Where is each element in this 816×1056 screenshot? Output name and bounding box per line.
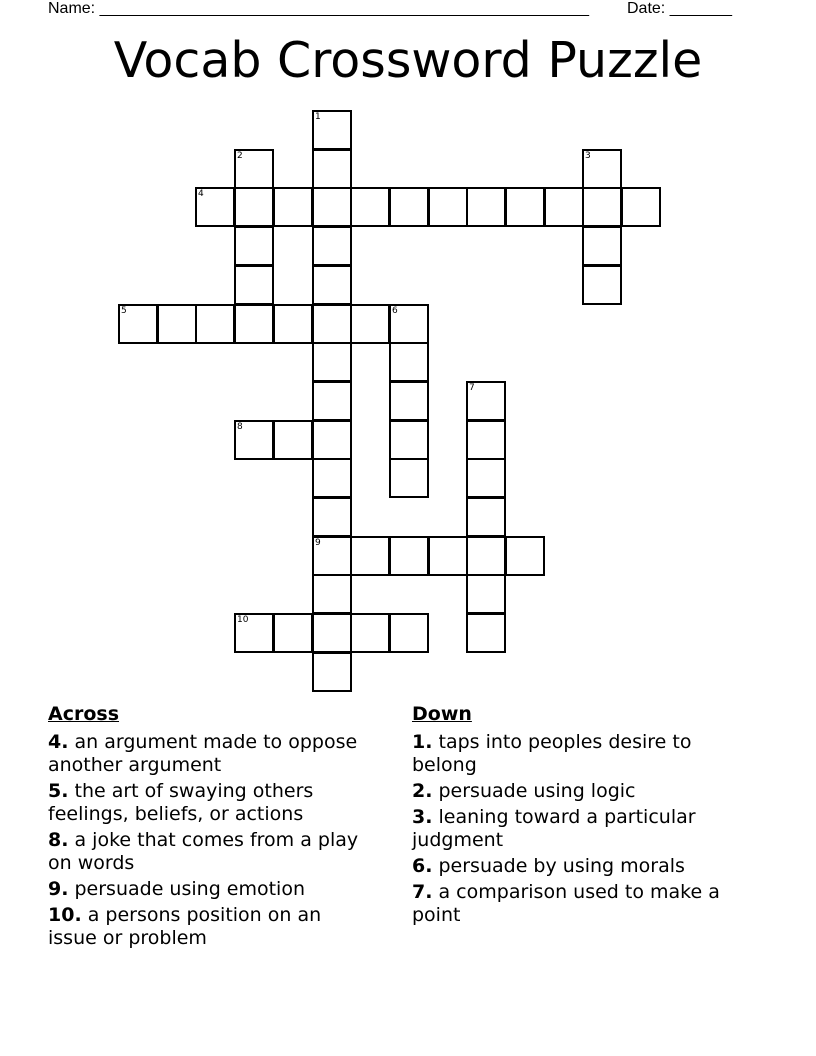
grid-cell[interactable] (505, 187, 545, 227)
name-field: Name: _______________________________________________________ (48, 0, 589, 17)
clue-text: an argument made to oppose another argument (48, 731, 358, 776)
grid-cell[interactable] (273, 304, 313, 344)
grid-cell[interactable] (389, 420, 429, 460)
down-clue (412, 881, 752, 927)
grid-cell[interactable] (312, 149, 352, 189)
grid-cell[interactable] (389, 342, 429, 382)
grid-cell[interactable] (350, 536, 390, 576)
grid-cell[interactable] (389, 613, 429, 653)
clue-number: 3 (585, 151, 591, 161)
grid-cell[interactable] (466, 536, 506, 576)
clue-number-label: 1. (412, 731, 433, 753)
grid-cell[interactable] (389, 458, 429, 498)
grid-cell[interactable] (312, 613, 352, 653)
down-clue (412, 806, 752, 852)
grid-cell[interactable] (466, 497, 506, 537)
page-title: Vocab Crossword Puzzle (113, 32, 703, 89)
clue-number-label: 4. (48, 731, 69, 753)
clue-number: 1 (315, 112, 321, 122)
across-clue (48, 904, 368, 950)
clue-number-label: 8. (48, 829, 69, 851)
clue-text: persuade using emotion (68, 878, 306, 900)
grid-cell[interactable] (118, 304, 158, 344)
grid-cell[interactable] (273, 420, 313, 460)
grid-cell[interactable] (389, 381, 429, 421)
clue-number: 6 (392, 306, 398, 316)
clue-number: 2 (237, 151, 243, 161)
across-clue (48, 829, 368, 875)
clue-text: leaning toward a particular judgment (412, 806, 696, 851)
grid-cell[interactable] (389, 536, 429, 576)
clue-text: a comparison used to make a point (412, 881, 720, 926)
grid-cell[interactable] (389, 187, 429, 227)
down-clue (412, 780, 752, 803)
down-clue (412, 731, 752, 777)
grid-cell[interactable] (234, 226, 274, 266)
clue-number-label: 3. (412, 806, 433, 828)
grid-cell[interactable] (195, 304, 235, 344)
across-heading: Across (48, 703, 120, 725)
grid-cell[interactable] (157, 304, 197, 344)
grid-cell[interactable] (234, 420, 274, 460)
clue-text: the art of swaying others feelings, beliefs, or actions (48, 780, 314, 825)
grid-cell[interactable] (312, 574, 352, 614)
grid-cell[interactable] (312, 110, 352, 150)
clue-text: a joke that comes from a play on words (48, 829, 359, 874)
grid-cell[interactable] (312, 226, 352, 266)
clue-number: 4 (198, 189, 204, 199)
grid-cell[interactable] (350, 187, 390, 227)
clue-text: taps into peoples desire to belong (412, 731, 692, 776)
grid-cell[interactable] (466, 187, 506, 227)
grid-cell[interactable] (234, 187, 274, 227)
grid-cell[interactable] (428, 187, 468, 227)
grid-cell[interactable] (195, 187, 235, 227)
grid-cell[interactable] (312, 536, 352, 576)
grid-cell[interactable] (505, 536, 545, 576)
grid-cell[interactable] (312, 265, 352, 305)
clue-number: 10 (237, 615, 249, 625)
grid-cell[interactable] (466, 574, 506, 614)
grid-cell[interactable] (234, 265, 274, 305)
clue-number-label: 10. (48, 904, 82, 926)
across-clue (48, 731, 368, 777)
grid-cell[interactable] (389, 304, 429, 344)
grid-cell[interactable] (234, 613, 274, 653)
clue-number: 5 (121, 306, 127, 316)
grid-cell[interactable] (544, 187, 584, 227)
grid-cell[interactable] (312, 304, 352, 344)
grid-cell[interactable] (273, 613, 313, 653)
clue-number-label: 6. (412, 855, 433, 877)
down-clues (412, 703, 752, 930)
across-clue-list (48, 731, 368, 950)
grid-cell[interactable] (350, 304, 390, 344)
grid-cell[interactable] (312, 497, 352, 537)
clue-number-label: 9. (48, 878, 69, 900)
grid-cell[interactable] (312, 652, 352, 692)
grid-cell[interactable] (312, 342, 352, 382)
grid-cell[interactable] (466, 613, 506, 653)
grid-cell[interactable] (466, 458, 506, 498)
grid-cell[interactable] (582, 149, 622, 189)
across-clues (48, 703, 368, 953)
across-clue (48, 878, 368, 901)
down-heading: Down (412, 703, 472, 725)
clue-number: 8 (237, 422, 243, 432)
down-clue (412, 855, 752, 878)
clue-number-label: 2. (412, 780, 433, 802)
grid-cell[interactable] (428, 536, 468, 576)
grid-cell[interactable] (582, 187, 622, 227)
clue-text: persuade by using morals (432, 855, 685, 877)
clue-text: a persons position on an issue or problem (48, 904, 322, 949)
grid-cell[interactable] (466, 420, 506, 460)
clue-text: persuade using logic (432, 780, 636, 802)
grid-cell[interactable] (273, 187, 313, 227)
across-clue (48, 780, 368, 826)
clue-number: 9 (315, 538, 321, 548)
grid-cell[interactable] (234, 304, 274, 344)
grid-cell[interactable] (582, 226, 622, 266)
grid-cell[interactable] (312, 420, 352, 460)
grid-cell[interactable] (621, 187, 661, 227)
down-clue-list (412, 731, 752, 927)
clue-number-label: 5. (48, 780, 69, 802)
grid-cell[interactable] (312, 187, 352, 227)
grid-cell[interactable] (234, 149, 274, 189)
clue-number-label: 7. (412, 881, 433, 903)
grid-cell[interactable] (312, 381, 352, 421)
grid-cell[interactable] (582, 265, 622, 305)
grid-cell[interactable] (350, 613, 390, 653)
clue-number: 7 (469, 383, 475, 393)
date-field: Date: _______ (627, 0, 732, 17)
grid-cell[interactable] (466, 381, 506, 421)
grid-cell[interactable] (312, 458, 352, 498)
